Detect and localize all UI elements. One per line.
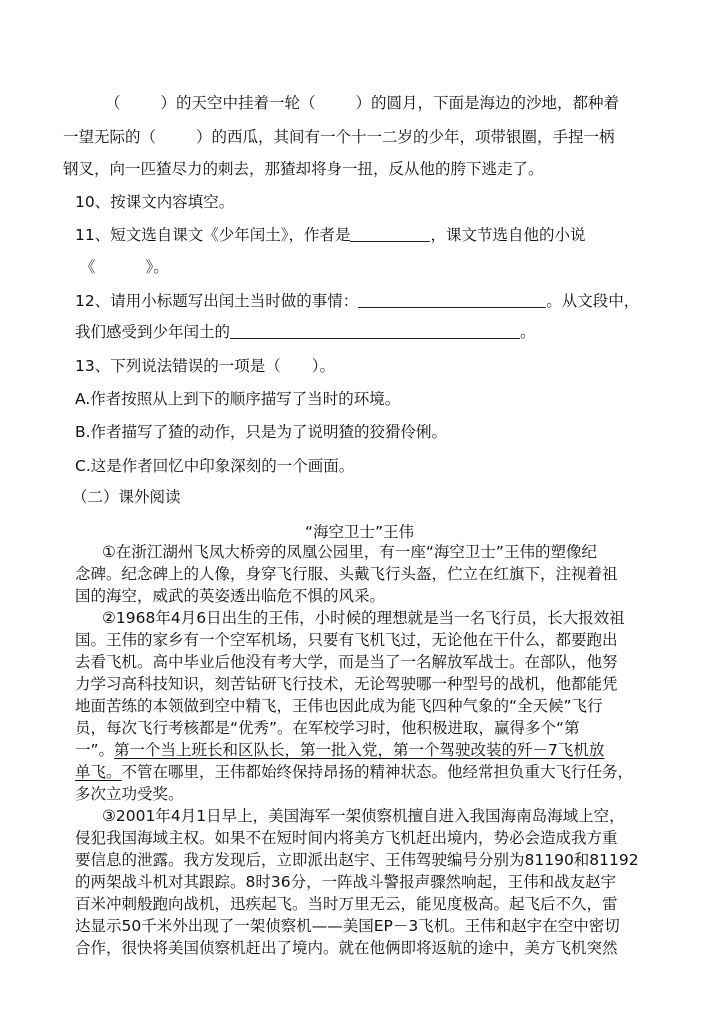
article-line: ①在浙江湖州飞凤大桥旁的凤凰公园里，有一座“海空卫士”王伟的塑像纪 bbox=[102, 543, 597, 561]
article-line: 力学习高科技知识，刻苦钻研飞行技术，无论驾驶哪一种型号的战机，他都能凭 bbox=[75, 675, 618, 693]
underlined-sentence: 单飞。 bbox=[75, 763, 122, 781]
question-11-cont bbox=[80, 257, 169, 277]
article-line: 的两架战斗机对其跟踪。8时36分，一阵战斗警报声骤然响起，王伟和战友赵宇 bbox=[75, 873, 617, 891]
text-run: ）的圆月，下面是海边的沙地，都种着 bbox=[355, 94, 620, 112]
question-12-cont bbox=[75, 322, 536, 342]
article-line: 合作，很快将美国侦察机赶出了境内。就在他俩即将返航的途中，美方飞机突然 bbox=[75, 939, 618, 957]
article-line: 国的海空，威武的英姿透出临危不惧的风采。 bbox=[75, 587, 386, 605]
section-heading: （二）课外阅读 bbox=[72, 488, 181, 506]
article-title: “海空卫士”王伟 bbox=[304, 523, 415, 541]
article-line: 多次立功受奖。 bbox=[75, 785, 184, 803]
text-run: ，课文节选自他的小说 bbox=[430, 226, 586, 244]
text-run: 一”。 bbox=[75, 741, 115, 759]
answer-blank[interactable] bbox=[358, 291, 546, 308]
text-run: 11、短文选自课文《少年闰土》，作者是 bbox=[75, 226, 351, 244]
article-line: 念碑。纪念碑上的人像，身穿飞行服、头戴飞行头盔，伫立在红旗下，注视着祖 bbox=[75, 565, 618, 583]
option-b: B.作者描写了猹的动作，只是为了说明猹的狡猾伶俐。 bbox=[75, 423, 448, 441]
article-line: 去看飞机。高中毕业后他没有考大学，而是当了一名解放军战士。在部队，他努 bbox=[75, 653, 618, 671]
underlined-sentence: 第一个当上班长和区队长，第一批入党，第一个驾驶改装的歼－7飞机放 bbox=[114, 741, 605, 759]
article-line bbox=[75, 761, 633, 783]
text-run: 一望无际的（ bbox=[63, 128, 157, 146]
text-run: 12、请用小标题写出闰土当时做的事情： bbox=[75, 292, 359, 310]
text-run: 不管在哪里，王伟都始终保持昂扬的精神状态。他经常担负重大飞行任务， bbox=[121, 763, 634, 781]
question-12 bbox=[75, 291, 639, 311]
article-line: 百米冲刺般跑向战机，迅疾起飞。当时万里无云，能见度极高。起飞后不久，雷 bbox=[75, 895, 618, 913]
text-run: 。 bbox=[520, 323, 536, 341]
article-line: 国。王伟的家乡有一个空军机场，只要有飞机飞过，无论他在干什么，都要跑出 bbox=[75, 631, 618, 649]
text-run: 我们感受到少年闰土的 bbox=[75, 323, 231, 341]
article-line bbox=[75, 739, 604, 761]
text-run: 《 bbox=[80, 258, 96, 276]
text-run: 》。 bbox=[145, 258, 169, 276]
text-run: ）的天空中挂着一轮（ bbox=[160, 94, 316, 112]
text-run: ）的西瓜，其间有一个十一二岁的少年，项带银圈，手捏一柄 bbox=[196, 128, 615, 146]
question-10: 10、按课文内容填空。 bbox=[75, 193, 235, 211]
article-line: 员，每次飞行考核都是“优秀”。在军校学习时，他积极进取，赢得多个“第 bbox=[75, 719, 580, 737]
answer-blank[interactable] bbox=[350, 225, 430, 242]
answer-blank[interactable] bbox=[230, 322, 520, 339]
article-line: 地面苦练的本领做到空中精飞，王伟也因此成为能飞四种气象的“全天候”飞行 bbox=[75, 697, 603, 715]
question-11 bbox=[75, 225, 586, 245]
text-run: （ bbox=[105, 94, 121, 112]
option-a: A.作者按照从上到下的顺序描写了当时的环境。 bbox=[75, 390, 401, 408]
text-run: 。从文段中， bbox=[546, 292, 640, 310]
article-line: 侵犯我国海域主权。如果不在短时间内将美方飞机赶出境内，势必会造成我方重 bbox=[75, 829, 618, 847]
passage-line-2 bbox=[63, 127, 615, 147]
option-c: C.这是作者回忆中印象深刻的一个画面。 bbox=[75, 457, 355, 475]
article-line: ③2001年4月1日早上，美国海军一架侦察机擅自进入我国海南岛海域上空， bbox=[102, 807, 625, 825]
article-line: 要信息的泄露。我方发现后，立即派出赵宇、王伟驾驶编号分别为81190和81192 bbox=[75, 851, 639, 869]
article-line: ②1968年4月6日出生的王伟，小时候的理想就是当一名飞行员，长大报效祖 bbox=[102, 609, 625, 627]
passage-line-3: 钢叉，向一匹猹尽力的刺去，那猹却将身一扭，反从他的胯下逃走了。 bbox=[63, 160, 544, 178]
question-13: 13、下列说法错误的一项是（ ）。 bbox=[75, 357, 335, 375]
passage-line-1 bbox=[105, 93, 619, 113]
article-line: 达显示50千米外出现了一架侦察机——美国EP－3飞机。王伟和赵宇在空中密切 bbox=[75, 917, 620, 935]
